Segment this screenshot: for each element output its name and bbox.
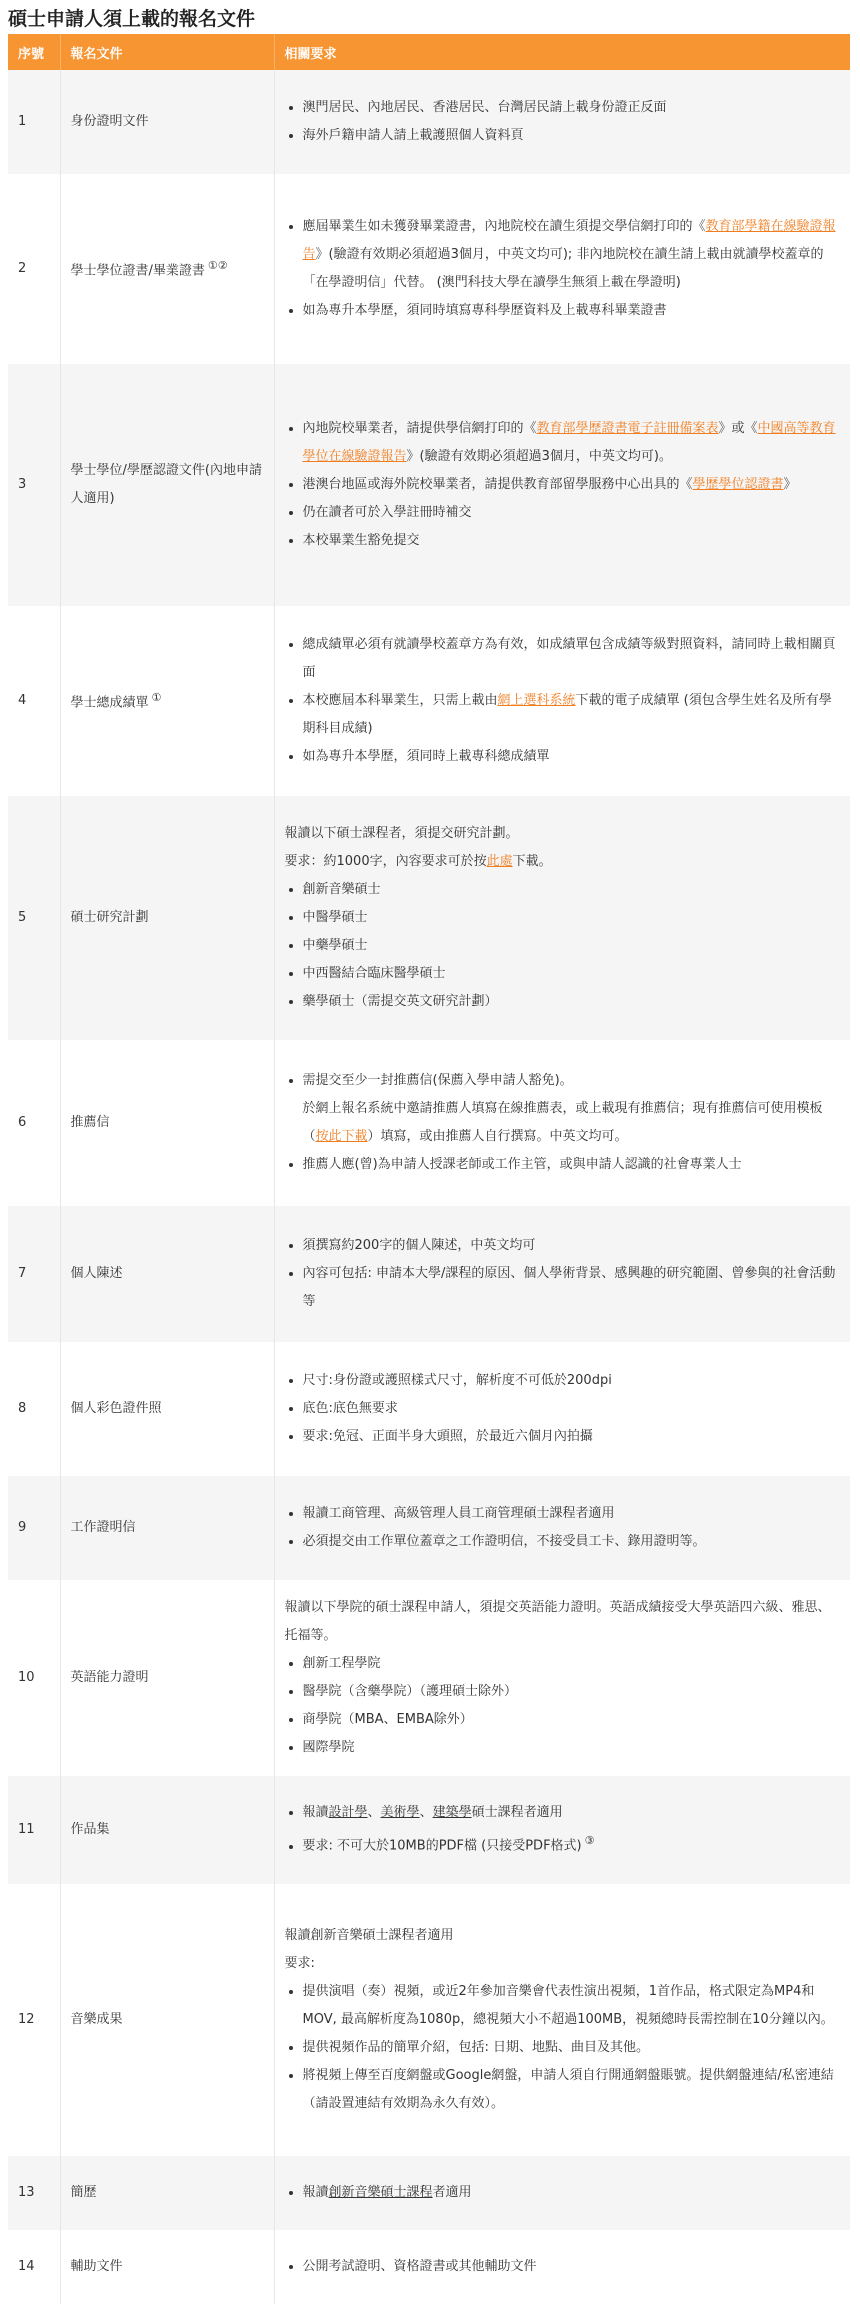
item-text: 需提交至少一封推薦信(保薦入學申請人豁免)。 (302, 1073, 573, 1088)
list-item (303, 1827, 841, 1860)
list-item: • 內容可包括: 申請本大學/課程的原因、個人學術背景、感興趣的研究範圍、曾參與的社會活動等 (303, 1260, 841, 1316)
requirements-cell (274, 1476, 850, 1580)
table-row (8, 796, 850, 1040)
table-row (8, 1476, 850, 1580)
item-text: 要求: 不可大於10MB的PDF檔 (只接受PDF格式) (302, 1838, 582, 1854)
list-item: • 總成績單必須有就讀學校蓋章方為有效，如成績單包含成績等級對照資料，請同時上載相關頁面 (303, 631, 841, 687)
item-text: 》(驗證有效期必須超過3個月，中英文均可)。 (406, 449, 672, 464)
list-item: • 提供視頻作品的簡單介紹，包括: 日期、地點、曲目及其他。 (303, 2034, 841, 2062)
requirements-cell (274, 70, 850, 174)
list-item: • 創新工程學院 (303, 1650, 841, 1678)
item-text: 碩士課程者適用 (471, 1805, 563, 1821)
item-text: 報讀 (302, 1805, 329, 1821)
document-name (60, 606, 274, 796)
item-text: 、 (419, 1805, 433, 1821)
list-item: • 澳門居民、內地居民、香港居民、台灣居民請上載身份證正反面 (303, 94, 841, 122)
row-number: 7 (8, 1206, 60, 1342)
course-selection-system-link[interactable]: 網上選科系統 (497, 693, 576, 708)
row-number: 10 (8, 1580, 60, 1776)
list-item: • 藥學碩士（需提交英文研究計劃） (303, 988, 841, 1016)
requirements-cell (274, 2230, 850, 2304)
page-title: 碩士申請人須上載的報名文件 (8, 8, 256, 30)
row-number: 1 (8, 70, 60, 174)
document-name: 簡歷 (60, 2156, 274, 2230)
program-design: 設計學 (328, 1805, 368, 1821)
document-name: 英語能力證明 (60, 1580, 274, 1776)
footnote-mark: ③ (584, 1834, 595, 1848)
document-name: 身份證明文件 (60, 70, 274, 174)
list-item: • 必須提交由工作單位蓋章之工作證明信，不接受員工卡、錄用證明等。 (303, 1528, 841, 1556)
item-text: 要求：約1000字，內容要求可於按 (284, 854, 487, 869)
item-text: 於網上報名系統中邀請推薦人填寫在線推薦表，或上載現有推薦信；現有推薦信可使用模板（ (302, 1101, 823, 1144)
row-number: 13 (8, 2156, 60, 2230)
requirements-cell (274, 1884, 850, 2156)
item-text: 報讀 (302, 2185, 329, 2200)
list-item: • 海外戶籍申請人請上載護照個人資料頁 (303, 122, 841, 150)
table-row (8, 1776, 850, 1884)
list-item: • 推薦人應(曾)為申請人授課老師或工作主管，或與申請人認識的社會專業人士 (303, 1151, 841, 1179)
row-number: 14 (8, 2230, 60, 2304)
item-text: 應屆畢業生如未獲發畢業證書，內地院校在讀生須提交學信網打印的《 (302, 219, 706, 234)
list-item: • 中西醫結合臨床醫學碩士 (303, 960, 841, 988)
program-innovative-music: 創新音樂碩士課程 (328, 2185, 433, 2200)
item-text: 》(驗證有效期必須超過3個月，中英文均可); 非內地院校在讀生請上載由就讀學校蓋章的「在學證明信」代替。 (澳門科技大學在讀學生無須上載在學證明) (302, 247, 824, 290)
row-number: 8 (8, 1342, 60, 1476)
item-text: 下載。 (512, 854, 552, 869)
list-item: • 報讀工商管理、高級管理人員工商管理碩士課程者適用 (303, 1500, 841, 1528)
requirements-cell (274, 174, 850, 364)
documents-table (8, 34, 850, 2304)
requirements-cell (274, 2156, 850, 2230)
list-item: • 本校畢業生豁免提交 (303, 527, 841, 555)
list-item: • 尺寸:身份證或護照樣式尺寸，解析度不可低於200dpi (303, 1367, 841, 1395)
table-row (8, 2230, 850, 2304)
document-name-text: 學士學位證書/畢業證書 (70, 263, 205, 279)
requirements-cell (274, 796, 850, 1040)
degree-certification-link[interactable]: 學歷學位認證書 (692, 477, 784, 492)
row-number: 11 (8, 1776, 60, 1884)
item-text: 內地院校畢業者，請提供學信網打印的《 (302, 421, 537, 436)
table-row (8, 1040, 850, 1206)
requirements-cell (274, 1342, 850, 1476)
program-architecture: 建築學 (432, 1805, 472, 1821)
row-number: 4 (8, 606, 60, 796)
list-item: • 仍在讀者可於入學註冊時補交 (303, 499, 841, 527)
list-item: • 須撰寫約200字的個人陳述，中英文均可 (303, 1232, 841, 1260)
item-text: 》 (783, 477, 797, 492)
document-name (60, 174, 274, 364)
download-here-link[interactable]: 此處 (486, 854, 513, 869)
table-row (8, 1580, 850, 1776)
list-item (303, 2179, 841, 2207)
requirements-cell (274, 364, 850, 606)
header-number: 序號 (8, 34, 60, 70)
list-item: • 國際學院 (303, 1734, 841, 1762)
table-row (8, 1342, 850, 1476)
document-name: 碩士研究計劃 (60, 796, 274, 1040)
list-item: • 中藥學碩士 (303, 932, 841, 960)
list-item: • 如為專升本學歷，須同時填寫專科學歷資料及上載專科畢業證書 (303, 297, 841, 325)
table-row (8, 2156, 850, 2230)
item-text: 港澳台地區或海外院校畢業者，請提供教育部留學服務中心出具的《 (302, 477, 693, 492)
footnote-mark: ①② (207, 259, 228, 273)
document-name: 學士學位/學歷認證文件(內地申請人適用) (60, 364, 274, 606)
list-item: • 公開考試證明、資格證書或其他輔助文件 (303, 2253, 841, 2281)
item-text: 》或《 (718, 421, 758, 436)
degree-verification-link[interactable]: 中國高等教育學位在線驗證報告 (302, 421, 836, 464)
requirements-cell (274, 1776, 850, 1884)
row-number: 2 (8, 174, 60, 364)
list-item: • 將視頻上傳至百度網盤或Google網盤，申請人須自行開通網盤賬號。提供網盤連結/私密連結（請設置連結有效期為永久有效）。 (303, 2062, 841, 2118)
document-name: 作品集 (60, 1776, 274, 1884)
row-number: 12 (8, 1884, 60, 2156)
requirements-cell (274, 1206, 850, 1342)
list-item: • 提供演唱（奏）視頻，或近2年參加音樂會代表性演出視頻，1首作品，格式限定為MP4和MOV, 最高解析度為1080p，總視頻大小不超過100MB，視頻總時長需控制在10分鐘以內。 (303, 1978, 841, 2034)
list-item: • 商學院（MBA、EMBA除外） (303, 1706, 841, 1734)
program-fine-arts: 美術學 (380, 1805, 420, 1821)
intro-text: 報讀以下學院的碩士課程申請人，須提交英語能力證明。英語成績接受大學英語四六級、雅思、托福等。 (284, 1600, 831, 1643)
list-item: • 要求:免冠、正面半身大頭照，於最近六個月內拍攝 (303, 1423, 841, 1451)
table-row (8, 1206, 850, 1342)
requirements-cell (274, 1040, 850, 1206)
row-number: 6 (8, 1040, 60, 1206)
row-number: 3 (8, 364, 60, 606)
header-requirements: 相關要求 (284, 46, 337, 62)
list-item: • 如為專升本學歷，須同時上載專科總成績單 (303, 743, 841, 771)
list-item: • 底色:底色無要求 (303, 1395, 841, 1423)
list-item (303, 471, 841, 499)
row-number: 9 (8, 1476, 60, 1580)
document-name: 音樂成果 (60, 1884, 274, 2156)
list-item (303, 415, 841, 471)
row-number: 5 (8, 796, 60, 1040)
requirements-cell (274, 1580, 850, 1776)
document-name: 個人彩色證件照 (60, 1342, 274, 1476)
document-name: 工作證明信 (60, 1476, 274, 1580)
item-text: 者適用 (432, 2185, 472, 2200)
list-item (303, 687, 841, 743)
document-name: 推薦信 (60, 1040, 274, 1206)
requirement-label: 要求: (284, 1956, 315, 1971)
template-download-link[interactable]: 按此下載 (315, 1129, 368, 1144)
item-text: ）填寫，或由推薦人自行撰寫。中英文均可。 (367, 1129, 628, 1144)
table-row (8, 606, 850, 796)
table-row (8, 174, 850, 364)
table-row (8, 1884, 850, 2156)
document-name: 個人陳述 (60, 1206, 274, 1342)
footnote-mark: ① (151, 691, 162, 705)
intro-text: 報讀以下碩士課程者，須提交研究計劃。 (284, 826, 519, 841)
registration-record-link[interactable]: 教育部學歷證書電子註冊備案表 (536, 421, 719, 436)
item-text: 本校應屆本科畢業生，只需上載由 (302, 693, 498, 708)
requirement-text (285, 848, 841, 876)
document-name: 輔助文件 (60, 2230, 274, 2304)
verification-report-link[interactable]: 教育部學籍在線驗證報告 (302, 219, 836, 262)
requirements-cell (274, 606, 850, 796)
header-document: 報名文件 (60, 34, 274, 70)
document-name-text: 學士總成績單 (70, 695, 149, 711)
list-item (303, 1799, 841, 1827)
table-header-row (8, 34, 850, 70)
item-text: 下載的電子成績單 (須包含學生姓名及所有學期科目成績) (302, 693, 832, 736)
table-row (8, 364, 850, 606)
table-row (8, 70, 850, 174)
list-item (303, 1067, 841, 1151)
intro-text: 報讀創新音樂碩士課程者適用 (284, 1928, 454, 1943)
list-item (303, 213, 841, 297)
list-item: • 中醫學碩士 (303, 904, 841, 932)
list-item: • 醫學院（含藥學院）（護理碩士除外） (303, 1678, 841, 1706)
list-item: • 創新音樂碩士 (303, 876, 841, 904)
item-text: 、 (367, 1805, 381, 1821)
